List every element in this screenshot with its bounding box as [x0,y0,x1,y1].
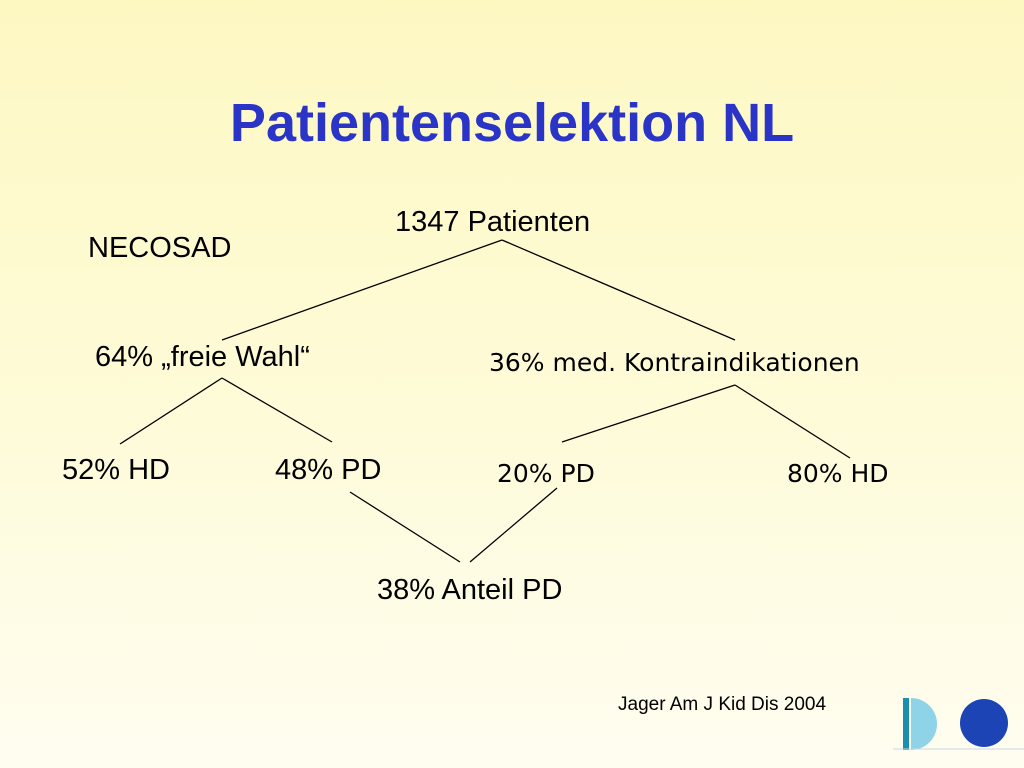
edge-choice-pd [222,378,332,442]
label-choice-hd: 52% HD [62,454,170,486]
label-contra-pd: 20% PD [497,459,595,488]
label-choice-pd: 48% PD [275,454,382,486]
label-contra-hd: 80% HD [787,459,889,488]
edge-contra-pd [562,385,735,442]
edge-choice-hd [120,378,222,444]
slide-title: Patientenselektion NL [229,93,795,153]
label-contraindications: 36% med. Kontraindikationen [489,348,860,377]
edge-contrapd-total [470,488,557,562]
label-root: 1347 Patienten [395,206,591,238]
edge-root-contra [502,240,735,340]
label-free-choice: 64% „freie Wahl“ [95,341,310,373]
edge-contra-hd [735,385,850,458]
edge-choicepd-total [350,492,460,562]
logo-icon [893,694,1024,754]
label-total-pd: 38% Anteil PD [377,574,563,606]
edge-root-choice [222,240,502,340]
citation: Jager Am J Kid Dis 2004 [618,694,827,715]
label-study: NECOSAD [88,232,232,264]
